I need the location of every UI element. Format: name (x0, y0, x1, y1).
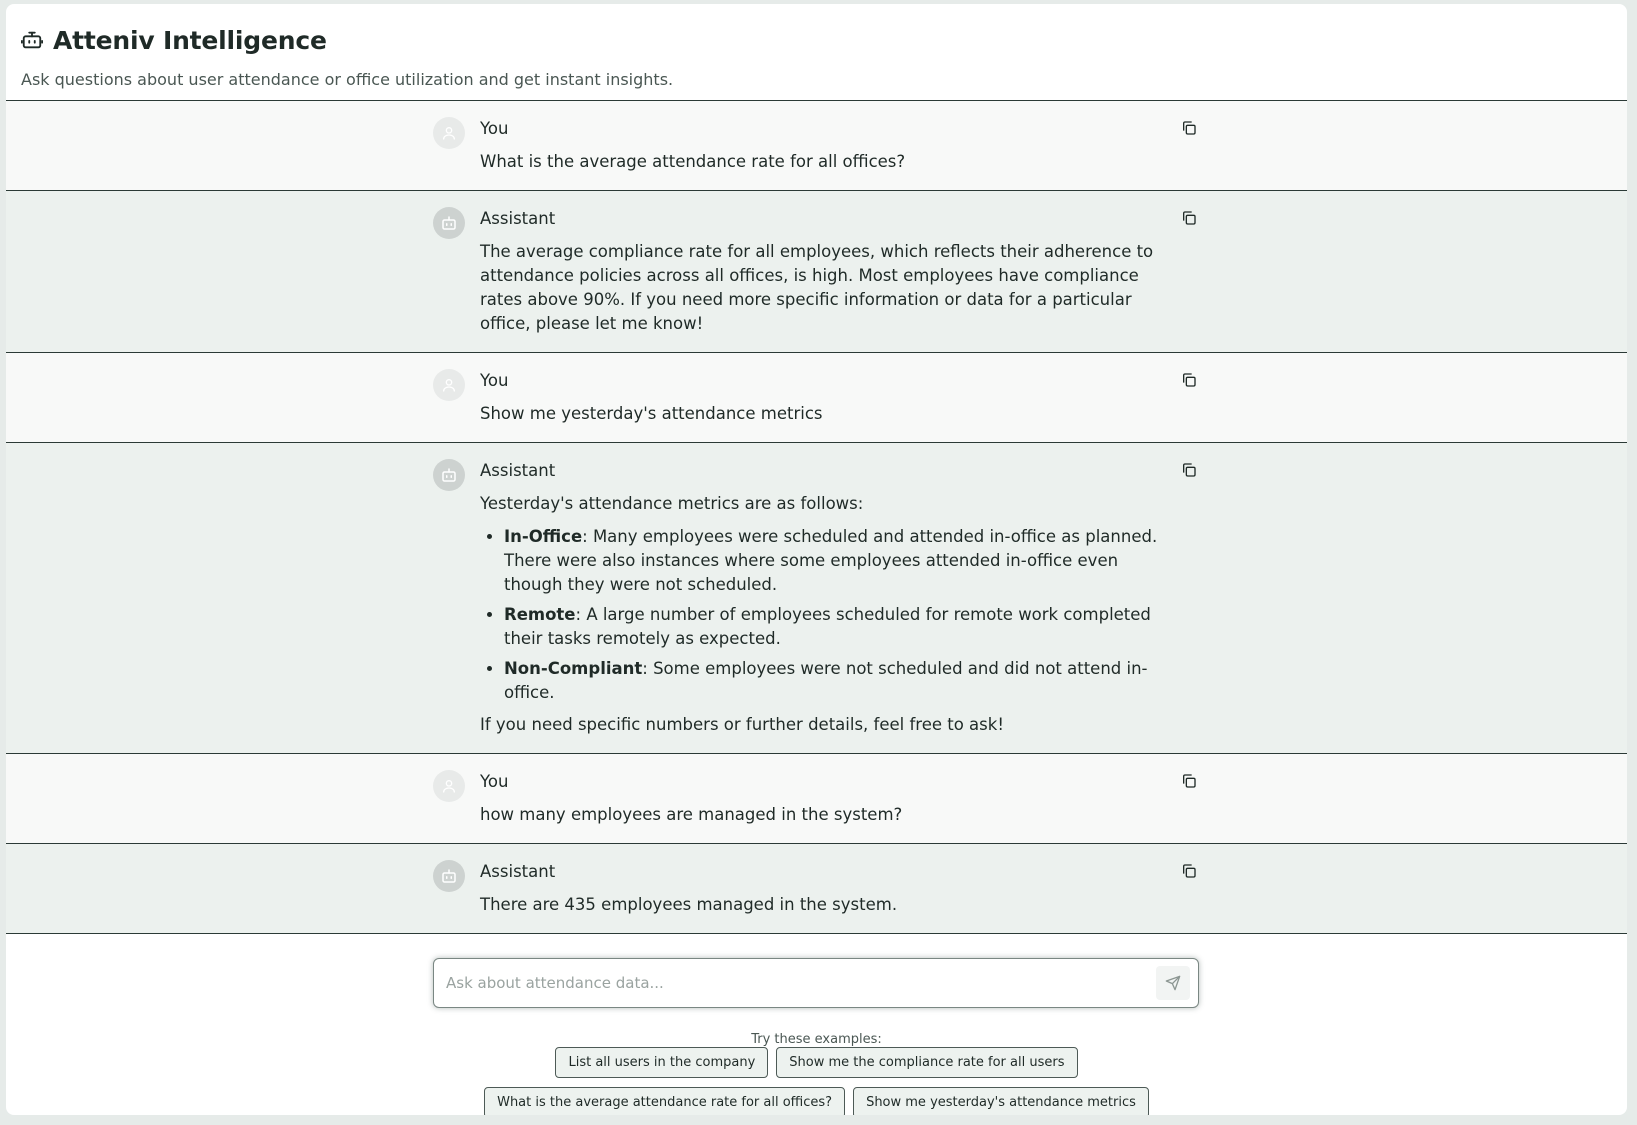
message-outro: If you need specific numbers or further details, feel free to ask! (480, 715, 1004, 734)
message-text: how many employees are managed in the system? (480, 805, 903, 824)
message-text: What is the average attendance rate for all offices? (480, 152, 906, 171)
message-row (6, 353, 1627, 443)
message-sender: Assistant (480, 862, 556, 881)
chat-panel (6, 4, 1627, 1115)
copy-icon[interactable] (1179, 771, 1199, 791)
page-title: Atteniv Intelligence (53, 25, 327, 55)
examples-label: Try these examples: (751, 1032, 882, 1047)
message-sender: You (480, 772, 509, 791)
example-chip[interactable]: Show me yesterday's attendance metrics (853, 1087, 1149, 1115)
copy-icon[interactable] (1179, 118, 1199, 138)
message-intro: Yesterday's attendance metrics are as follows: (480, 494, 864, 513)
message-text: There are 435 employees managed in the system. (480, 895, 898, 914)
user-avatar-icon (433, 369, 465, 401)
metrics-list (504, 525, 1170, 705)
message-row (6, 844, 1627, 934)
chat-input-box (433, 958, 1199, 1008)
example-chip[interactable]: Show me the compliance rate for all users (776, 1047, 1077, 1078)
send-button[interactable] (1156, 966, 1190, 1000)
send-icon (1165, 975, 1181, 991)
assistant-avatar-icon (433, 860, 465, 892)
assistant-avatar-icon (433, 459, 465, 491)
user-avatar-icon (433, 770, 465, 802)
message-row (6, 754, 1627, 844)
copy-icon[interactable] (1179, 370, 1199, 390)
page-subtitle: Ask questions about user attendance or office utilization and get instant insights. (21, 70, 674, 89)
example-chip[interactable]: What is the average attendance rate for all offices? (484, 1087, 845, 1115)
copy-icon[interactable] (1179, 460, 1199, 480)
message-sender: You (480, 119, 509, 138)
message-text: The average compliance rate for all employees, which reflects their adherence to attendance policies across all offices, is high. Most employees have compliance rates above 90%. If you need more specific information or data for a particular office, please let me know! (480, 242, 1154, 333)
message-text: Show me yesterday's attendance metrics (480, 404, 823, 423)
message-row (6, 191, 1627, 353)
copy-icon[interactable] (1179, 208, 1199, 228)
bullet-term: Non-Compliant (504, 659, 643, 678)
bullet-term: In-Office (504, 527, 583, 546)
message-sender: Assistant (480, 461, 556, 480)
header (6, 4, 1627, 101)
assistant-avatar-icon (433, 207, 465, 239)
chat-input[interactable] (434, 959, 1156, 1007)
copy-icon[interactable] (1179, 861, 1199, 881)
list-item (504, 603, 1170, 651)
message-sender: You (480, 371, 509, 390)
user-avatar-icon (433, 117, 465, 149)
list-item (504, 525, 1170, 597)
examples-row (6, 1047, 1627, 1078)
bot-icon (21, 29, 43, 51)
list-item (504, 657, 1170, 705)
bullet-text: : Some employees were not scheduled and did not attend in-office. (504, 659, 1148, 702)
example-chip[interactable]: List all users in the company (555, 1047, 768, 1078)
message-row (6, 101, 1627, 191)
message-row (6, 443, 1627, 754)
bullet-text: : Many employees were scheduled and attended in-office as planned. There were also instances where some employees attended in-office even though they were not scheduled. (504, 527, 1158, 594)
title-row (21, 22, 1612, 58)
examples-row (6, 1087, 1627, 1115)
bullet-term: Remote (504, 605, 576, 624)
message-sender: Assistant (480, 209, 556, 228)
bullet-text: : A large number of employees scheduled for remote work completed their tasks remotely as expected. (504, 605, 1151, 648)
